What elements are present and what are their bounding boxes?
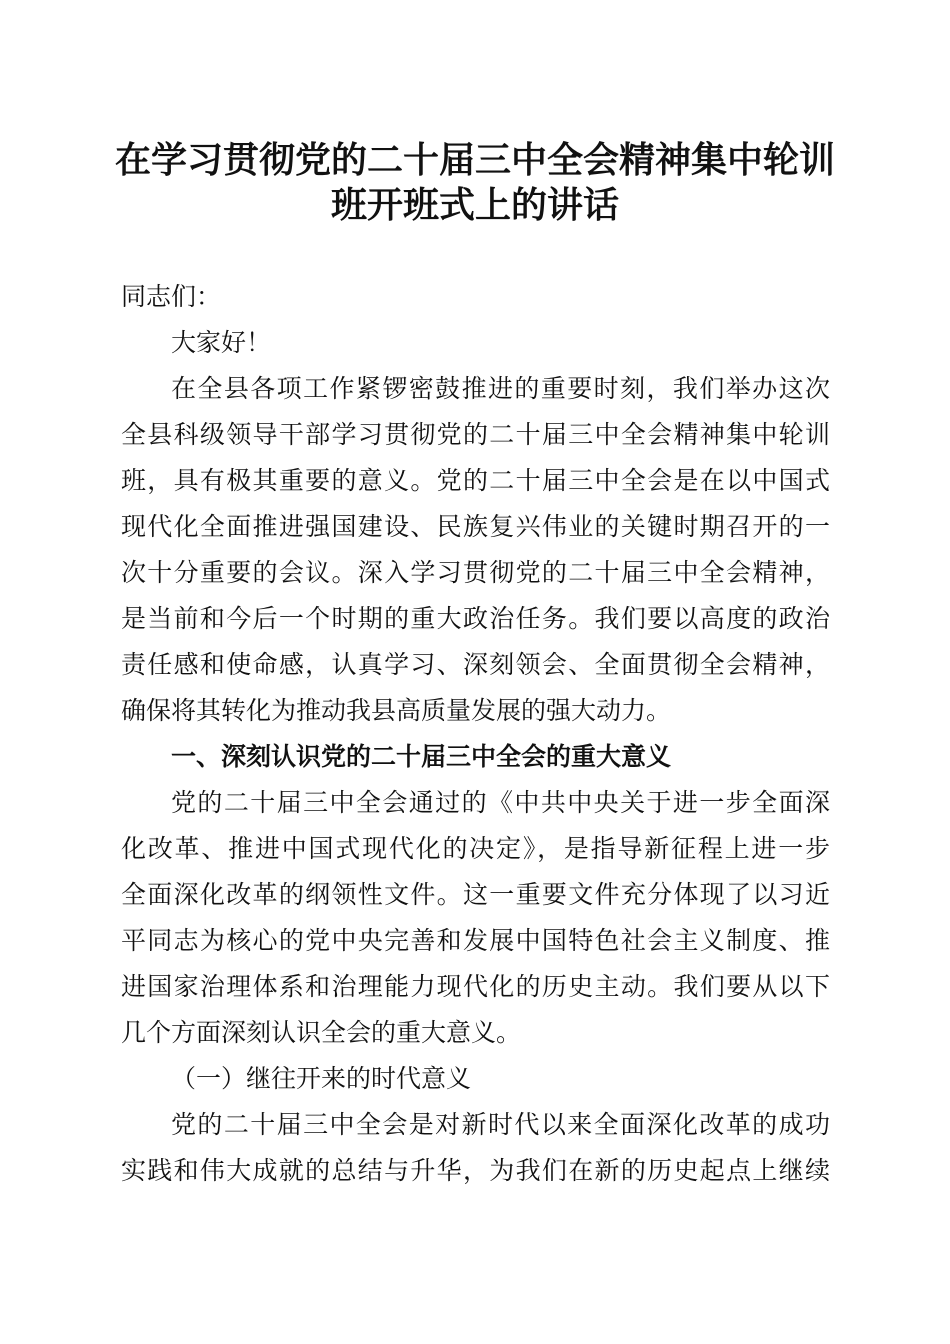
paragraph-line: 党的二十届三中全会通过的《中共中央关于进一步全面深: [171, 788, 830, 817]
document-title-line-2: 班开班式上的讲话: [330, 184, 619, 226]
document-title-line-1: 在学习贯彻党的二十届三中全会精神集中轮训: [114, 139, 835, 181]
paragraph-line: 是当前和今后一个时期的重大政治任务。我们要以高度的政治: [121, 604, 830, 633]
paragraph-line: 全县科级领导干部学习贯彻党的二十届三中全会精神集中轮训: [121, 420, 830, 449]
paragraph-line: 进国家治理体系和治理能力现代化的历史主动。我们要从以下: [121, 972, 830, 1001]
paragraph-line: 实践和伟大成就的总结与升华，为我们在新的历史起点上继续: [121, 1156, 830, 1185]
paragraph-line: 现代化全面推进强国建设、民族复兴伟业的关键时期召开的一: [121, 512, 830, 541]
section-heading: 一、深刻认识党的二十届三中全会的重大意义: [171, 742, 672, 771]
subsection-heading: （一）继往开来的时代意义: [171, 1064, 472, 1093]
paragraph-line: 几个方面深刻认识全会的重大意义。: [121, 1018, 522, 1047]
paragraph-line: 次十分重要的会议。深入学习贯彻党的二十届三中全会精神，: [121, 558, 830, 587]
paragraph-line: 全面深化改革的纲领性文件。这一重要文件充分体现了以习近: [121, 880, 830, 909]
greeting: 大家好！: [171, 328, 272, 357]
paragraph-line: 在全县各项工作紧锣密鼓推进的重要时刻，我们举办这次: [171, 374, 830, 403]
paragraph-line: 化改革、推进中国式现代化的决定》，是指导新征程上进一步: [121, 834, 830, 863]
paragraph-line: 班，具有极其重要的意义。党的二十届三中全会是在以中国式: [121, 466, 830, 495]
salutation: 同志们：: [121, 282, 222, 311]
paragraph-line: 确保将其转化为推动我县高质量发展的强大动力。: [121, 696, 672, 725]
paragraph-line: 党的二十届三中全会是对新时代以来全面深化改革的成功: [171, 1110, 830, 1139]
paragraph-line: 平同志为核心的党中央完善和发展中国特色社会主义制度、推: [121, 926, 830, 955]
paragraph-line: 责任感和使命感，认真学习、深刻领会、全面贯彻全会精神，: [121, 650, 830, 679]
